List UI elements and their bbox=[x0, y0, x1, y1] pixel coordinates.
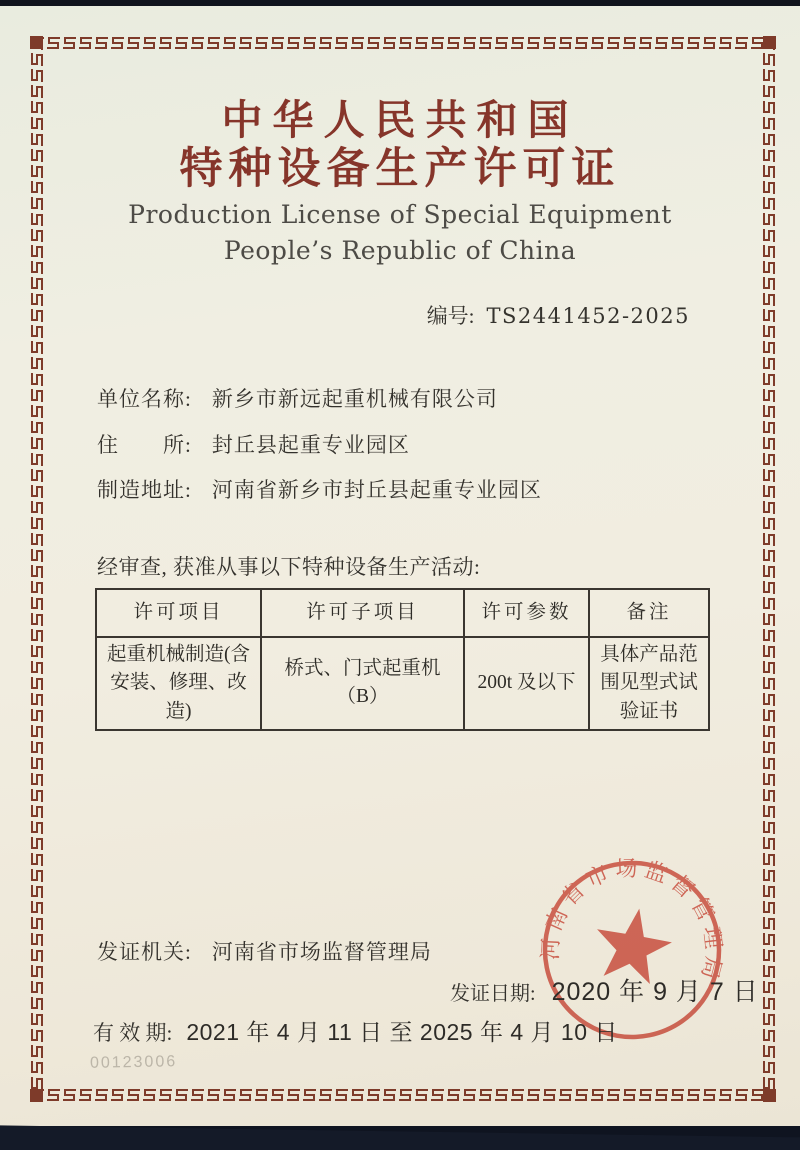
title-english-line2: People’s Republic of China bbox=[223, 236, 577, 266]
header-license-item: 许可项目 bbox=[96, 589, 261, 637]
company-name-value: 新乡市新远起重机械有限公司 bbox=[211, 387, 498, 411]
license-number-label: 编号: bbox=[426, 304, 475, 328]
residence-label: 住 所: bbox=[97, 433, 192, 457]
header-remarks: 备注 bbox=[589, 589, 709, 637]
license-scope-table bbox=[95, 588, 710, 731]
frame-corner-top-right bbox=[763, 36, 776, 49]
issuer-row bbox=[97, 936, 432, 966]
table-row bbox=[96, 637, 709, 730]
title-chinese-line2: 特种设备生产许可证 bbox=[179, 145, 621, 194]
cell-remarks: 具体产品范围见型式试验证书 bbox=[589, 637, 709, 730]
frame-corner-top-left bbox=[30, 36, 43, 49]
issuer-value: 河南省市场监督管理局 bbox=[211, 940, 432, 964]
frame-corner-bottom-right bbox=[763, 1089, 776, 1102]
header-license-parameter: 许可参数 bbox=[464, 589, 589, 637]
seal-arc-text: 河南省市场监督管理局 bbox=[537, 855, 727, 988]
issue-date-row bbox=[450, 972, 759, 1008]
frame-corner-bottom-left bbox=[30, 1089, 43, 1102]
approval-intro: 经审查, 获准从事以下特种设备生产活动: bbox=[97, 555, 481, 579]
residence-row bbox=[97, 429, 410, 459]
validity-value: 2021 年 4 月 11 日 至 2025 年 4 月 10 日 bbox=[186, 1019, 618, 1045]
title-english-line1: Production License of Special Equipment bbox=[128, 199, 672, 229]
manufacture-address-label: 制造地址: bbox=[97, 478, 192, 502]
table-header-row bbox=[96, 589, 709, 637]
company-name-row bbox=[97, 383, 498, 413]
header-license-subitem: 许可子项目 bbox=[261, 589, 464, 637]
issuer-label: 发证机关: bbox=[97, 940, 192, 964]
cell-license-item: 起重机械制造(含安装、修理、改造) bbox=[96, 637, 261, 730]
license-number-value: TS2441452-2025 bbox=[486, 304, 690, 328]
manufacture-address-row bbox=[97, 474, 542, 504]
manufacture-address-value: 河南省新乡市封丘县起重专业园区 bbox=[211, 478, 542, 502]
license-number-row bbox=[427, 300, 690, 330]
title-block bbox=[0, 96, 800, 268]
validity-row bbox=[93, 1014, 618, 1047]
validity-label: 有 效 期: bbox=[93, 1021, 173, 1045]
serial-watermark: 00123006 bbox=[89, 1053, 178, 1072]
issue-date-value: 2020 年 9 月 7 日 bbox=[551, 978, 759, 1006]
residence-value: 封丘县起重专业园区 bbox=[211, 433, 410, 457]
cell-license-subitem: 桥式、门式起重机（B） bbox=[261, 637, 464, 730]
cell-license-parameter: 200t 及以下 bbox=[464, 637, 589, 730]
issue-date-label: 发证日期: bbox=[450, 983, 536, 1005]
company-name-label: 单位名称: bbox=[97, 387, 192, 411]
title-chinese-line1: 中华人民共和国 bbox=[221, 97, 579, 143]
